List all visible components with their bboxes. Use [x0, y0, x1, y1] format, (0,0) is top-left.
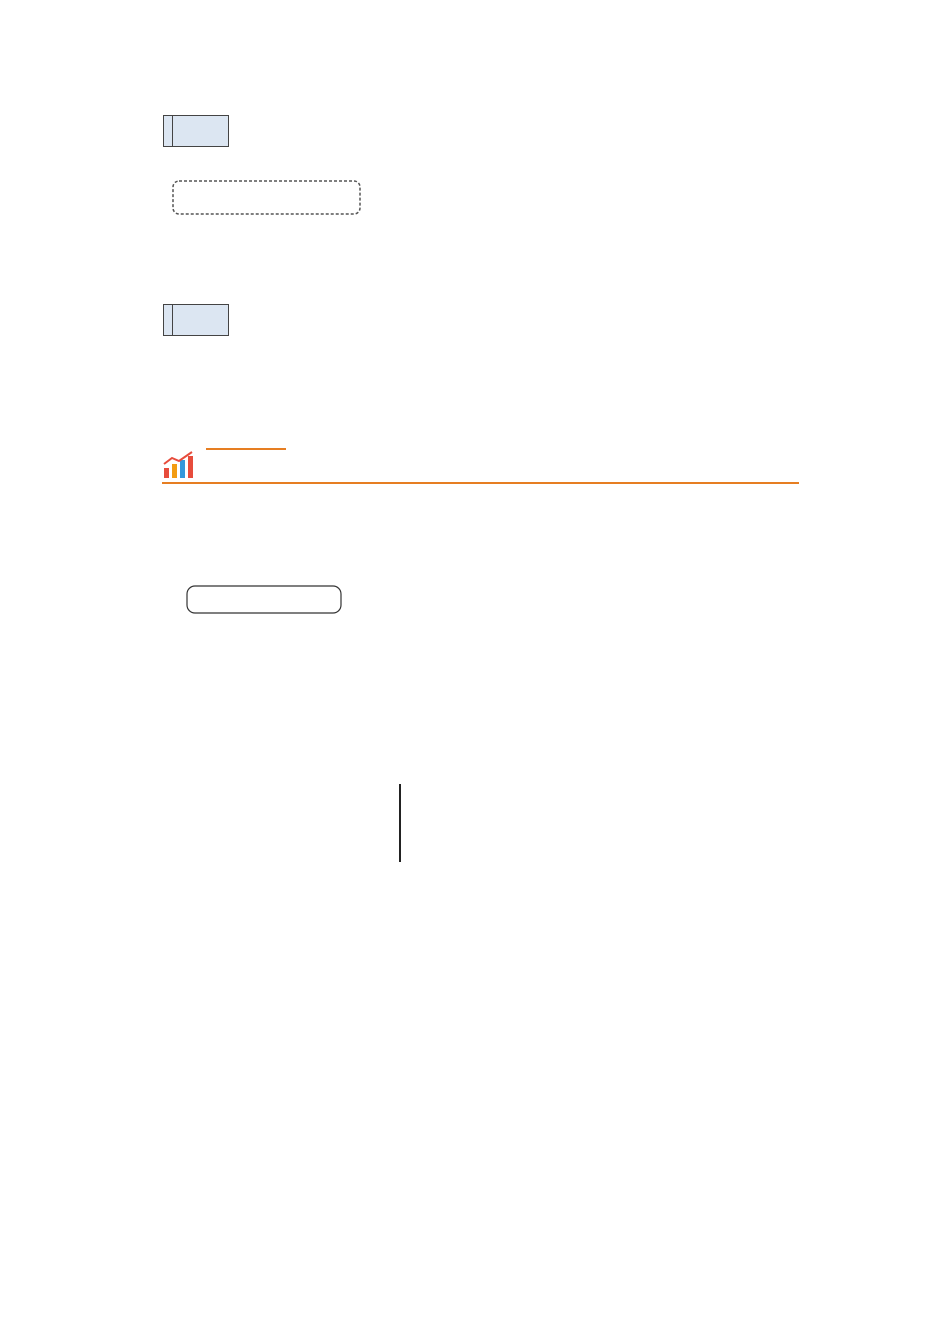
- apples-circles-figure: [162, 1110, 342, 1154]
- section-divider: [162, 482, 799, 484]
- cat-dog-figure: [214, 782, 544, 866]
- squares-circles-figure: [186, 584, 346, 616]
- section-title-accent: [206, 448, 286, 450]
- practice-tag-1: [163, 115, 229, 147]
- hearts-group-box: [173, 181, 360, 214]
- hearts-figure: [162, 174, 602, 220]
- practice-tag-2: [163, 304, 229, 336]
- chart-growth-icon: [162, 450, 198, 480]
